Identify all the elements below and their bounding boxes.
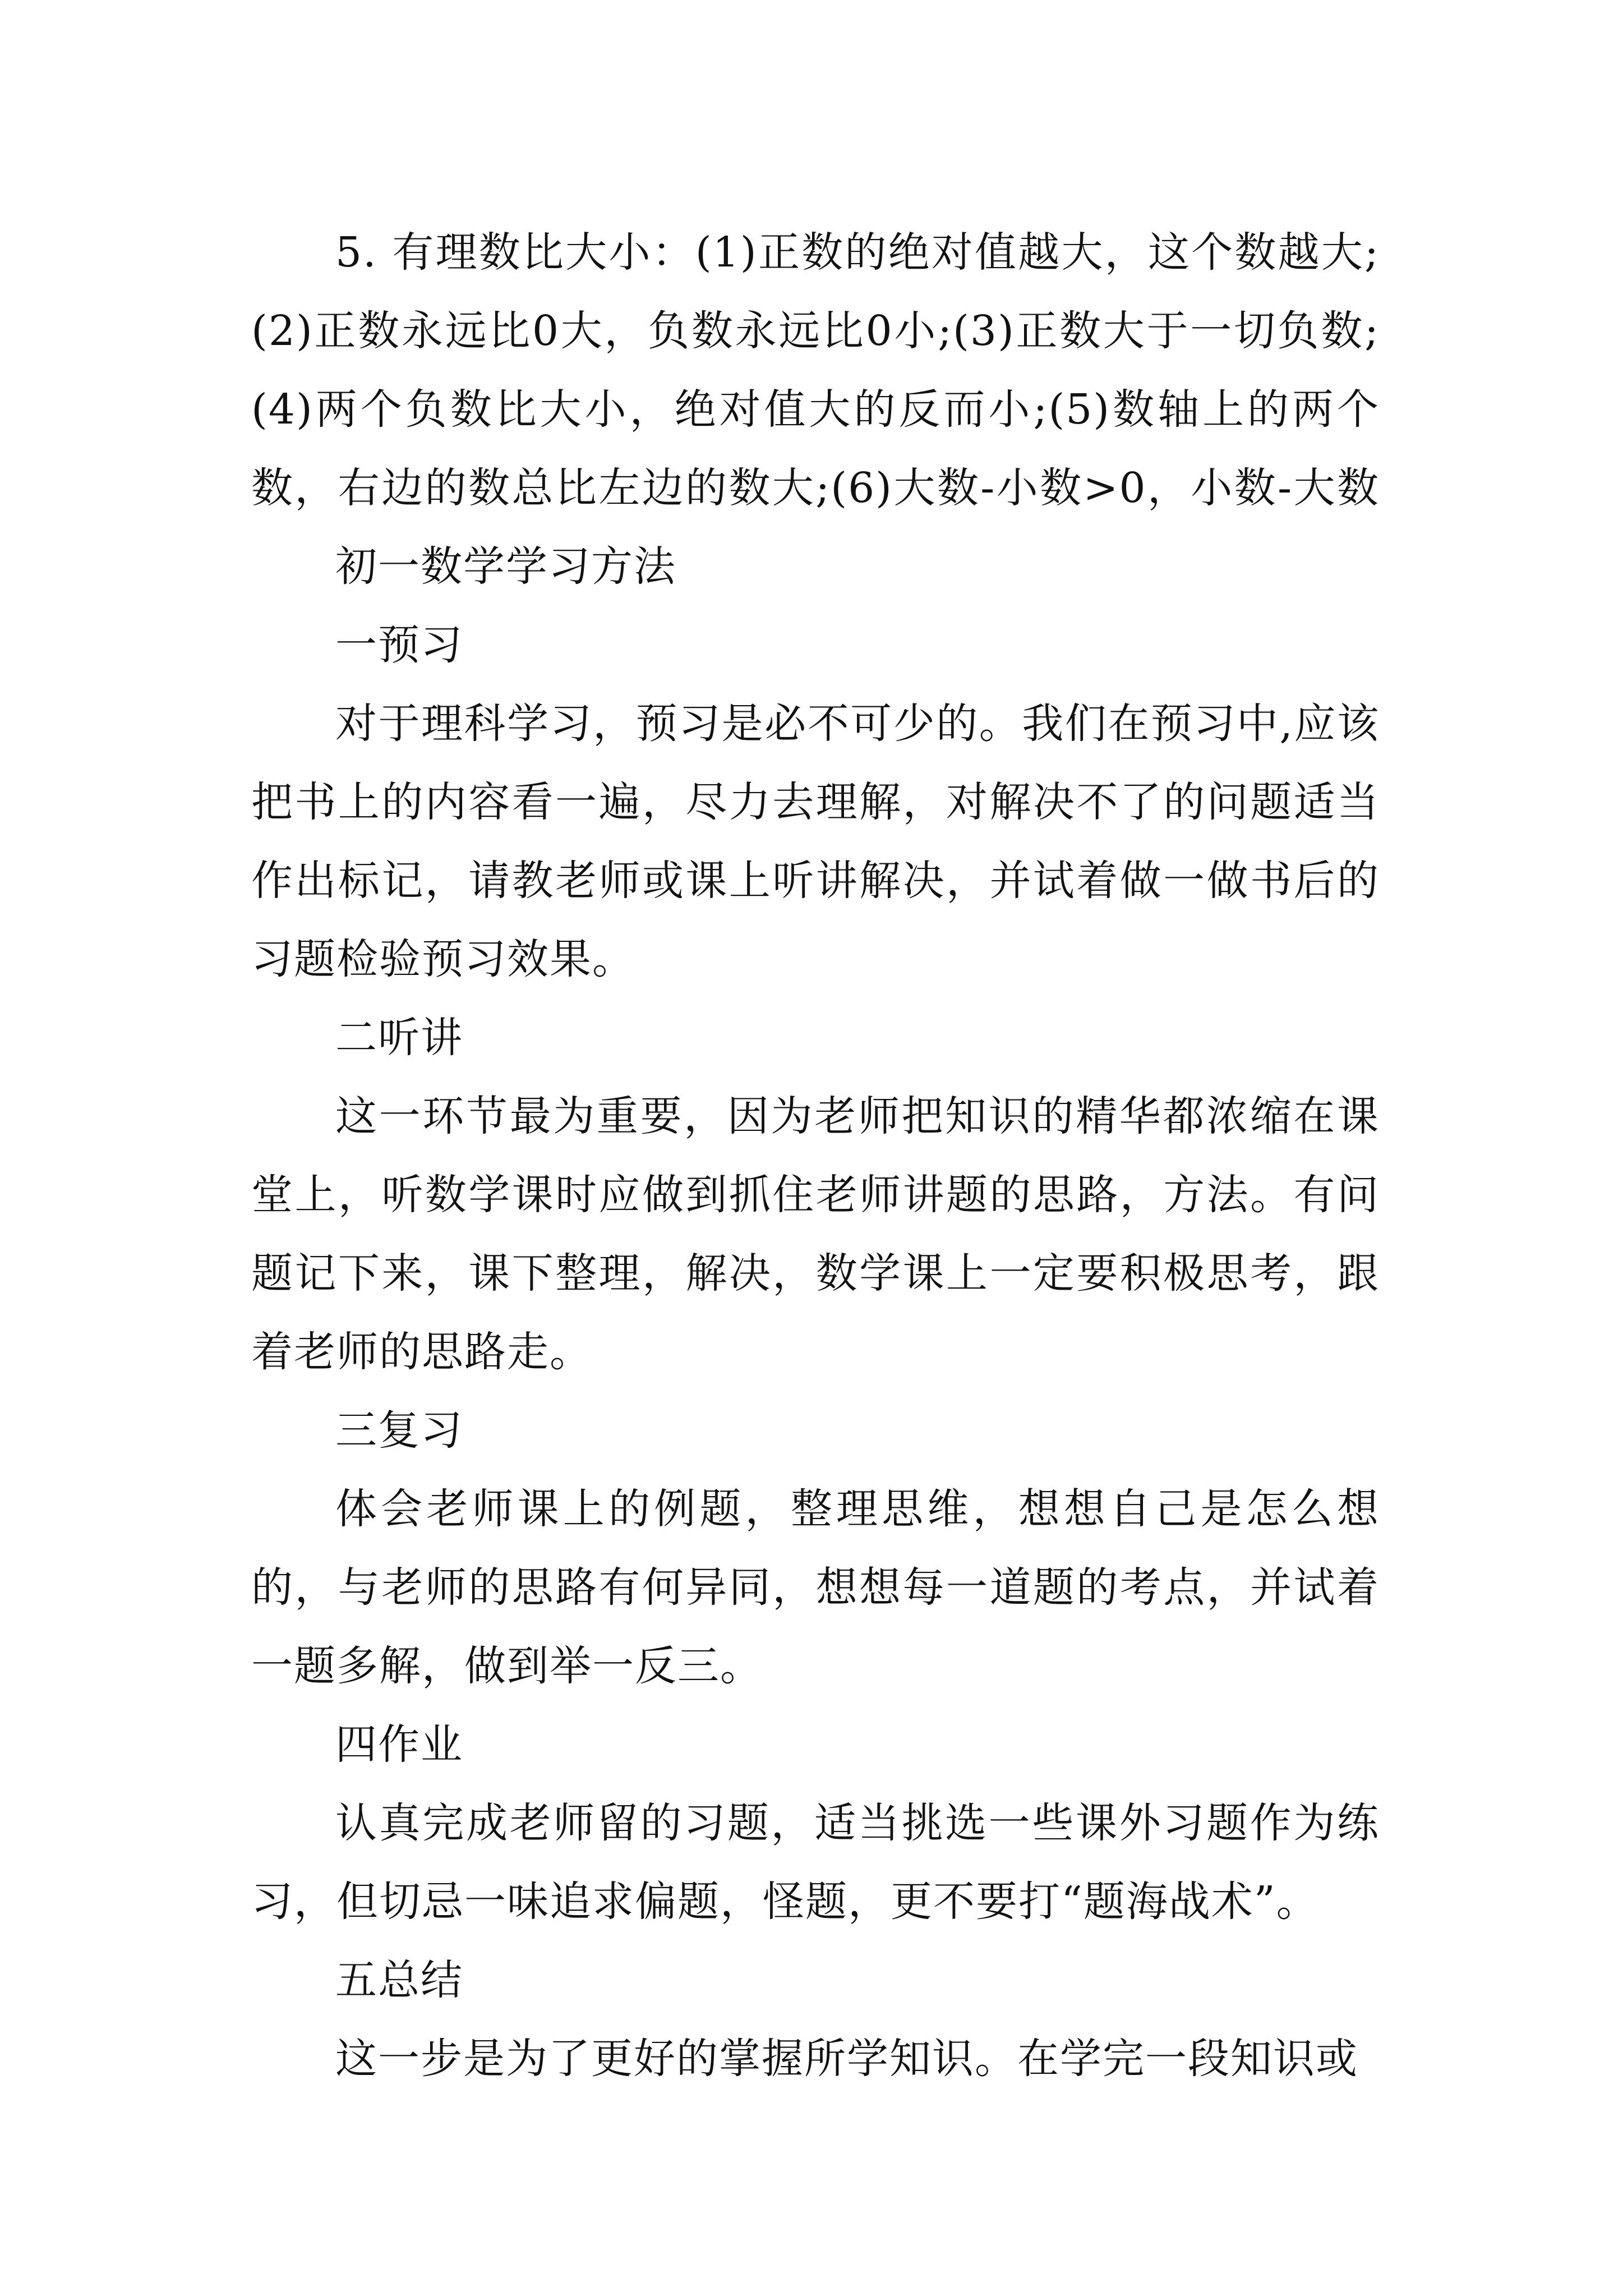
paragraph-listening: 这一环节最为重要，因为老师把知识的精华都浓缩在课堂上，听数学课时应做到抓住老师讲题的思路，方法。有问题记下来，课下整理，解决，数学课上一定要积极思考，跟着老师的思路走。 bbox=[251, 1092, 1380, 1376]
paragraph-summary: 这一步是为了更好的掌握所学知识。在学完一段知识或 bbox=[335, 2035, 1358, 2083]
heading-review: 三复习 bbox=[335, 1406, 463, 1455]
paragraph-preview: 对于理科学习，预习是必不可少的。我们在预习中,应该把书上的内容看一遍，尽力去理解，对解决不了的问题适当作出标记，请教老师或课上听讲解决，并试着做一做书后的习题检验预习效果。 bbox=[251, 700, 1380, 983]
rule-paragraph bbox=[251, 213, 1380, 606]
heading-summary: 五总结 bbox=[335, 1956, 463, 2004]
heading-homework: 四作业 bbox=[335, 1720, 463, 1769]
section-title: 初一数学学习方法 bbox=[335, 542, 676, 591]
document-body bbox=[251, 213, 1380, 2098]
heading-listening: 二听讲 bbox=[335, 1014, 463, 1062]
paragraph-review: 体会老师课上的例题，整理思维，想想自己是怎么想的，与老师的思路有何异同，想想每一道题的考点，并试着一题多解，做到举一反三。 bbox=[251, 1485, 1380, 1690]
paragraph-homework: 认真完成老师留的习题，适当挑选一些课外习题作为练习，但切忌一味追求偏题，怪题，更不要打“题海战术”。 bbox=[251, 1799, 1380, 1926]
heading-preview: 一预习 bbox=[335, 621, 463, 669]
rule-5-text: 5. 有理数比大小：(1)正数的绝对值越大，这个数越大;(2)正数永远比0大，负数永远比0小;(3)正数大于一切负数;(4)两个负数比大小，绝对值大的反而小;(5)数轴上的两个数，右边的数总比左边的数大;(6)大数-小数>0，小数-大数 bbox=[251, 228, 1380, 512]
